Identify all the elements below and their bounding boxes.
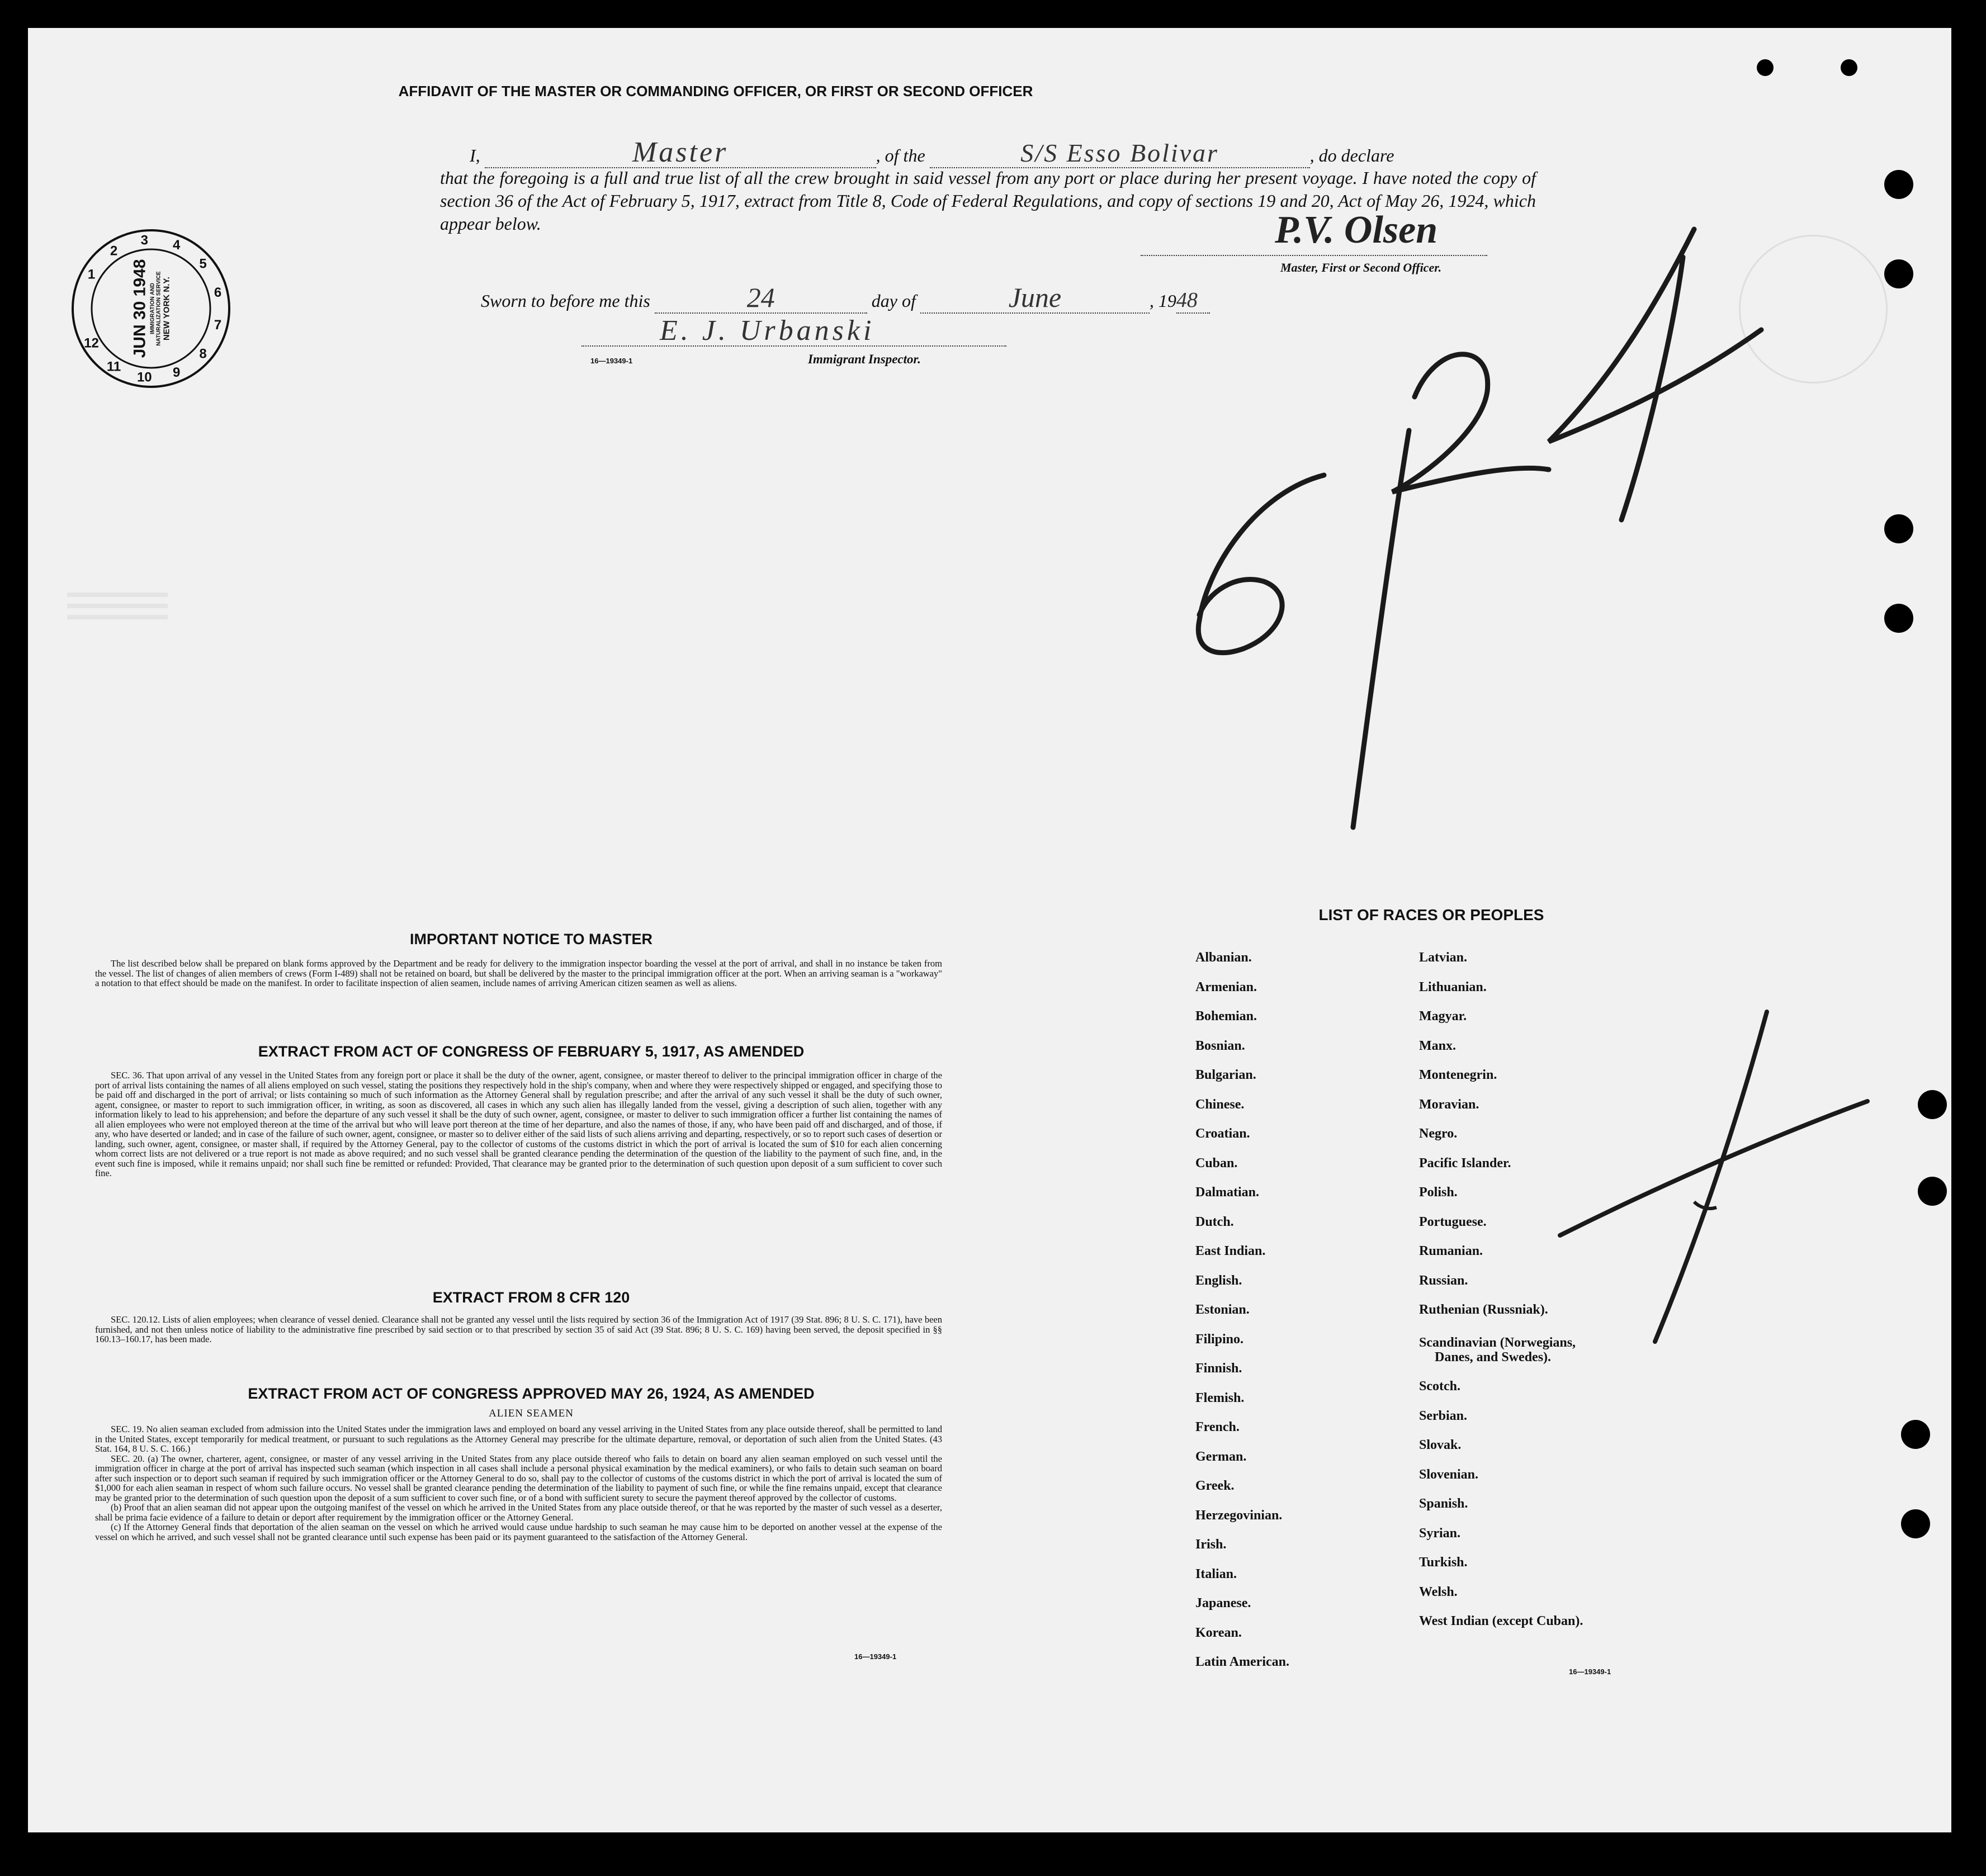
sworn-day-handwriting: 24 <box>746 282 775 313</box>
punch-hole <box>1757 59 1774 76</box>
race-item: Filipino. <box>1195 1332 1244 1347</box>
document-page <box>28 28 1951 1832</box>
race-item: Spanish. <box>1419 1496 1468 1511</box>
race-item: Estonian. <box>1195 1302 1250 1317</box>
race-item: Japanese. <box>1195 1596 1251 1610</box>
race-item: Flemish. <box>1195 1390 1245 1405</box>
race-item: Portuguese. <box>1419 1214 1487 1229</box>
race-item: Cuban. <box>1195 1155 1238 1171</box>
race-item: East Indian. <box>1195 1244 1266 1258</box>
race-item: Turkish. <box>1419 1555 1468 1570</box>
inspector-caption: Immigrant Inspector. <box>808 352 921 366</box>
stamp-ring-number: 3 <box>140 233 148 248</box>
stamp-ring-number: 2 <box>110 243 118 259</box>
declarant-prefix: I, <box>470 145 480 165</box>
affidavit-heading: AFFIDAVIT OF THE MASTER OR COMMANDING OFFICER, OR FIRST OR SECOND OFFICER <box>398 83 1033 100</box>
handwritten-two-stroke <box>1392 354 1549 492</box>
race-item: West Indian (except Cuban). <box>1419 1614 1583 1628</box>
vessel-handwriting: S/S Esso Bolivar <box>1020 139 1219 167</box>
race-item: Polish. <box>1419 1185 1458 1200</box>
stamp-ring-number: 9 <box>173 365 181 381</box>
sworn-prefix: Sworn to before me this <box>481 291 650 311</box>
sec20c-paragraph: (c) If the Attorney General finds that deportation of the alien seaman on the vessel on which he arrived would cause undue hardship to such seaman he may cause him to be deported on another vessel at the expense of the vessel on which he arrived, and such vessel shall not be granted clearance until such expense has been paid or its payment guaranteed to the satisfaction of the Attorney General. <box>95 1522 942 1542</box>
race-item: Pacific Islander. <box>1419 1155 1511 1171</box>
race-item: Croatian. <box>1195 1126 1250 1141</box>
sworn-month-handwriting: June <box>1008 282 1062 313</box>
stamp-ring-number: 5 <box>199 256 207 272</box>
race-item: Latin American. <box>1195 1655 1289 1669</box>
race-item: Bosnian. <box>1195 1038 1245 1053</box>
race-item: Slovenian. <box>1419 1467 1479 1482</box>
stamp-ring-number: 8 <box>199 346 207 362</box>
punch-hole <box>1918 1177 1947 1206</box>
race-item: English. <box>1195 1273 1242 1288</box>
race-item: Bulgarian. <box>1195 1068 1256 1082</box>
sworn-year-prefix: , 19 <box>1149 291 1176 311</box>
race-item: Russian. <box>1419 1273 1468 1288</box>
race-item: Danes, and Swedes). <box>1435 1349 1552 1365</box>
race-item: Latvian. <box>1419 950 1468 965</box>
punch-hole <box>1884 604 1913 633</box>
stamp-ring-number: 4 <box>173 237 181 253</box>
race-item: Slovak. <box>1419 1438 1462 1452</box>
notice-paragraph: The list described below shall be prepared on blank forms approved by the Department and be ready for delivery to the immigration inspector boarding the vessel at the port of arrival, and shall in no instance be taken from the vessel. The list of changes of alien members of crews (Form I-489) shall not be retained on board, but shall be delivered by the master to the principal immigration officer at the port. When an arriving seaman is a "workaway" a notation to that effect should be made on the manifest. In order to facilitate inspection of alien seamen, include names of arriving American citizen seamen as well as aliens. <box>95 958 942 988</box>
punch-hole <box>1841 59 1857 76</box>
notice-heading: IMPORTANT NOTICE TO MASTER <box>410 931 652 948</box>
punch-hole <box>1884 514 1913 543</box>
stamp-ring-number: 12 <box>84 335 99 351</box>
race-item: Dalmatian. <box>1195 1185 1259 1200</box>
stamp-ring-number: 7 <box>214 318 222 333</box>
races-form-code: 16—19349-1 <box>1569 1667 1611 1676</box>
notice-text <box>95 959 942 988</box>
cfr-paragraph: SEC. 120.12. Lists of alien employees; when clearance of vessel denied. Clearance shall not be granted any vessel until the lists required by section 36 of the Immigration Act of 1917 (39 Stat. 896; 8 U. S. C. 171), have been furnished, and not then unless notice of liability to the administrative fine prescribed by said section or to that prescribed by section 35 of said Act (39 Stat. 896; 8 U. S. C. 169) having been served, the deposit specified in §§ 160.13–160.17, has been made. <box>95 1314 942 1344</box>
extract-1917-heading: EXTRACT FROM ACT OF CONGRESS OF FEBRUARY 5, 1917, AS AMENDED <box>258 1043 805 1060</box>
alien-seamen-subheading: ALIEN SEAMEN <box>489 1408 574 1419</box>
stamp-agency: IMMIGRATION AND NATURALIZATION SERVICE <box>149 271 162 346</box>
race-item: Dutch. <box>1195 1214 1234 1229</box>
race-item: Syrian. <box>1419 1526 1461 1541</box>
stamp-date: JUN 30 1948 <box>130 259 149 358</box>
sworn-mid: day of <box>871 291 916 311</box>
handwritten-four-stroke <box>1549 229 1761 520</box>
faint-marginal-text <box>67 593 168 626</box>
declare-suffix: , do declare <box>1309 145 1394 165</box>
affidavit-body: that the foregoing is a full and true list of all the crew brought in said vessel from any port or place during her present voyage. I have noted the copy of section 36 of the Act of February 5, 1917, extract from Title 8, Code of Federal Regulations, and copy of sections 19 and 20, Act of May 26, 1924, which appear below. <box>440 168 1536 234</box>
handwritten-six-stroke <box>1198 475 1324 653</box>
race-item: Albanian. <box>1195 950 1252 965</box>
extract-1917-paragraph: SEC. 36. That upon arrival of any vessel in the United States from any foreign port or place it shall be the duty of the owner, agent, consignee, or master thereof to deliver to the principal immigration officer in charge of the port of arrival lists containing the names of all aliens employed on such vessel, stating the positions they respectively hold in the ship's company, when and where they were respectively shipped or engaged, and specifying those to be paid off and discharged in the port of arrival; or lists containing so much of such information as the Attorney General shall by regulation prescribe; and after the arrival of any such vessel it shall be the duty of such owner, agent, consignee, or master to report to such immigration officer, in writing, as soon as discovered, all cases in which any such alien has illegally landed from the vessel, giving a description of such alien, together with any information likely to lead to his apprehension; and before the departure of any such vessel it shall be the duty of such owner, agent, consignee, or master to deliver to such immigration officer a further list containing the names of all alien employees who were not employed thereon at the time of the arrival but who will leave port thereon at the time of her departure, and also the names of those, if any, who have been paid off and discharged, and of those, if any, who have deserted or landed; and in case of the failure of such owner, agent, consignee, or master so to deliver either of the said lists of such aliens arriving and departing, respectively, or so to report such cases of desertion or landing, such owner, agent, consignee, or master shall, if required by the Attorney General, pay to the collector of customs of the customs district in which the port of arrival is located the sum of $10 for each alien concerning whom correct lists are not delivered or a true report is not made as above required; and no such vessel shall be granted clearance pending the determination of the question of the liability to the payment of such fine, and, in the event such fine is imposed, while it remains unpaid; nor shall such fine be remitted or refunded: Provided, That clearance may be granted prior to the determination of such question upon deposit of a sum sufficient to cover such fine. <box>95 1070 942 1178</box>
race-item: Lithuanian. <box>1419 979 1487 994</box>
race-item: Negro. <box>1419 1126 1458 1141</box>
punch-hole <box>1884 259 1913 288</box>
cfr-text <box>95 1315 942 1344</box>
race-item: Irish. <box>1195 1537 1227 1552</box>
race-item: Magyar. <box>1419 1009 1467 1024</box>
extract-1924-text <box>95 1424 942 1542</box>
affidavit-form-code: 16—19349-1 <box>590 357 633 365</box>
punch-hole <box>1884 170 1913 199</box>
race-item: Scandinavian (Norwegians, <box>1419 1335 1576 1350</box>
races-right-column <box>1419 950 1732 1643</box>
sworn-year-handwriting: 48 <box>1176 288 1198 312</box>
race-item: Ruthenian (Russniak). <box>1419 1302 1548 1317</box>
race-item: Rumanian. <box>1419 1244 1483 1258</box>
sec20a-paragraph: SEC. 20. (a) The owner, charterer, agent, consignee, or master of any vessel arriving in the United States from any place outside thereof who fails to detain on board any alien seaman employed on such vessel until the immigration officer in charge at the port of arrival has inspected such seaman (which inspection in all cases shall include a personal physical examination by the medical examiners), or who fails to detain such seaman on board after such inspection or to deport such seaman if required by such immigration officer or the Attorney General to do so, shall pay to the collector of customs of the customs district in which the port of arrival is located the sum of $1,000 for each alien seaman in respect of whom such failure occurs. No vessel shall be granted clearance pending the determination of the liability to payment of such fine, or while the fine remains unpaid, except that clearance may be granted prior to the determination of such question upon the deposit of a sum sufficient to cover such fine, or of a bond with sufficient surety to secure the payment thereof approved by the collector of customs. <box>95 1453 942 1503</box>
extract-1924-heading: EXTRACT FROM ACT OF CONGRESS APPROVED MAY 26, 1924, AS AMENDED <box>248 1385 815 1402</box>
race-item: Chinese. <box>1195 1097 1245 1112</box>
sec20b-paragraph: (b) Proof that an alien seaman did not appear upon the outgoing manifest of the vessel on which he arrived in the United States from any place outside thereof, or that he was reported by the master of such vessel as a deserter, shall be prima facie evidence of a failure to detain or deport after requirement by the immigration officer or the Attorney General. <box>95 1502 942 1523</box>
extract-1917-text <box>95 1070 942 1178</box>
race-item: German. <box>1195 1449 1247 1464</box>
race-item: Greek. <box>1195 1479 1235 1493</box>
race-item: Welsh. <box>1419 1584 1458 1599</box>
master-signature: P.V. Olsen <box>1275 209 1438 252</box>
race-item: Serbian. <box>1419 1408 1468 1423</box>
declarant-handwriting: Master <box>632 136 729 168</box>
stamp-ring-number: 11 <box>106 359 121 375</box>
race-item: French. <box>1195 1420 1240 1434</box>
signature-caption: Master, First or Second Officer. <box>1280 260 1442 274</box>
punch-hole <box>1901 1420 1930 1449</box>
races-left-column <box>1195 950 1408 1684</box>
race-item: Moravian. <box>1419 1097 1479 1112</box>
stamp-ring-number: 10 <box>136 369 152 385</box>
vessel-label: , of the <box>876 145 925 165</box>
race-item: Bohemian. <box>1195 1009 1257 1024</box>
race-item: Finnish. <box>1195 1361 1242 1376</box>
race-item: Korean. <box>1195 1625 1242 1640</box>
race-item: Italian. <box>1195 1566 1237 1581</box>
stamp-ring-number: 6 <box>214 285 222 300</box>
race-item: Manx. <box>1419 1038 1456 1053</box>
race-item: Montenegrin. <box>1419 1068 1497 1082</box>
inspector-signature: E. J. Urbanski <box>660 315 875 347</box>
stamp-ring-number: 1 <box>87 267 96 282</box>
punch-hole <box>1918 1090 1947 1119</box>
stamp-place: NEW YORK N.Y. <box>162 277 172 340</box>
punch-hole <box>1901 1509 1930 1538</box>
cfr-heading: EXTRACT FROM 8 CFR 120 <box>432 1289 630 1306</box>
race-item: Armenian. <box>1195 979 1257 994</box>
sec19-paragraph: SEC. 19. No alien seaman excluded from admission into the United States under the immigration laws and employed on board any vessel arriving in the United States from any place outside thereof, shall be permitted to land in the United States, except temporarily for medical treatment, or pursuant to such regulations as the Attorney General may prescribe for the ultimate departure, removal, or deportation of such alien from the United States. (43 Stat. 164, 8 U. S. C. 166.) <box>95 1424 942 1454</box>
extract-form-code: 16—19349-1 <box>854 1652 897 1661</box>
race-item: Herzegovinian. <box>1195 1508 1283 1523</box>
race-item: Scotch. <box>1419 1379 1460 1394</box>
races-heading: LIST OF RACES OR PEOPLES <box>1318 906 1544 923</box>
